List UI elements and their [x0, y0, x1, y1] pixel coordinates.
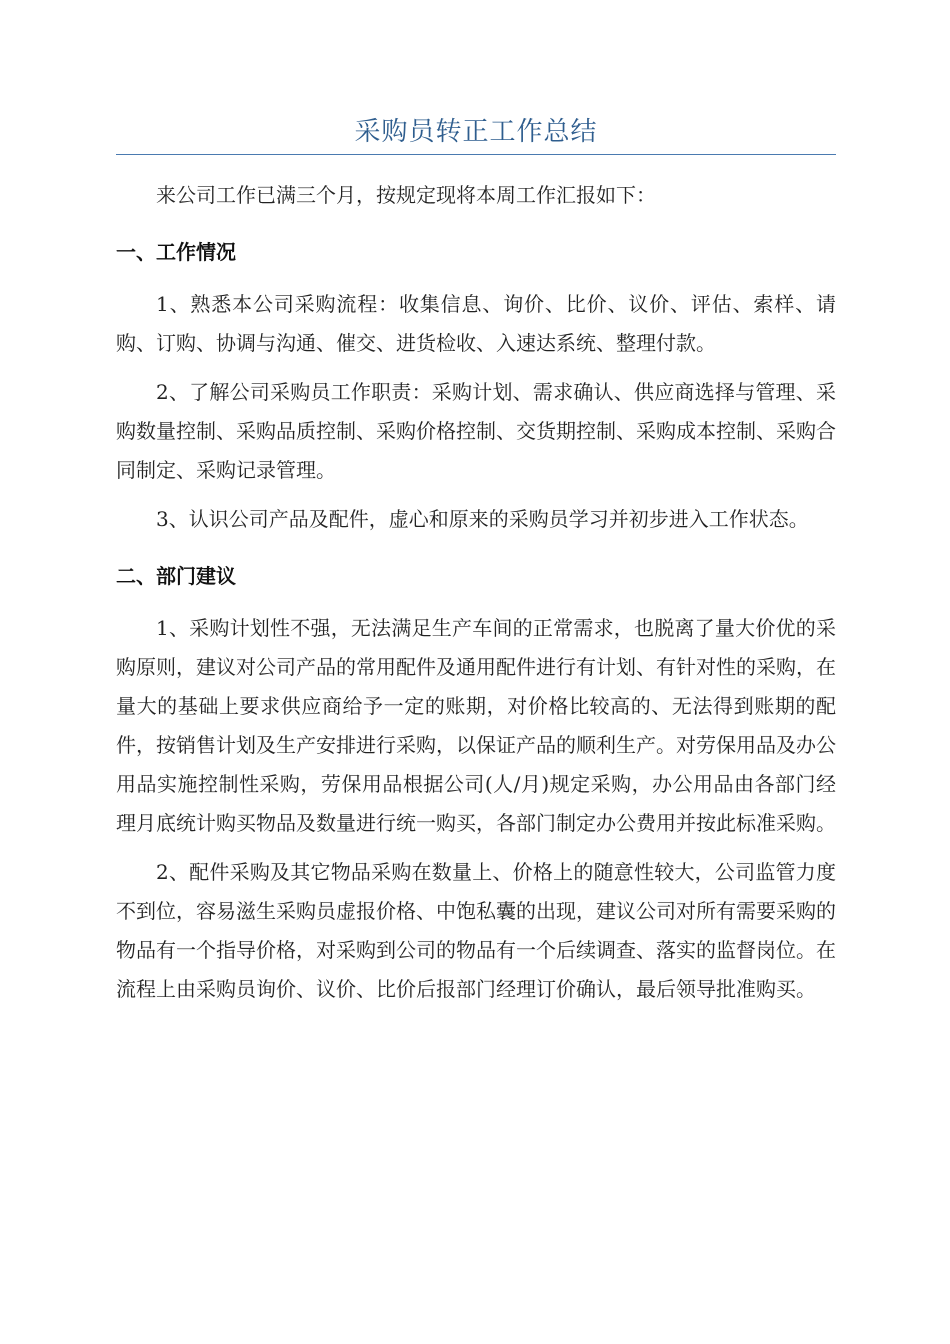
body-paragraph: 1、采购计划性不强，无法满足生产车间的正常需求，也脱离了量大价优的采购原则，建议对公司产品的常用配件及通用配件进行有计划、有针对性的采购，在量大的基础上要求供应商给予一定的账期，对价格比较高的、无法得到账期的配件，按销售计划及生产安排进行采购，以保证产品的顺利生产。对劳保用品及办公用品实施控制性采购，劳保用品根据公司(人/月)规定采购，办公用品由各部门经理月底统计购买物品及数量进行统一购买，各部门制定办公费用并按此标准采购。 — [116, 616, 836, 835]
document-body — [116, 176, 836, 1019]
body-paragraph: 3、认识公司产品及配件，虚心和原来的采购员学习并初步进入工作状态。 — [156, 507, 809, 531]
section-heading: 一、工作情况 — [116, 240, 236, 264]
intro-paragraph: 来公司工作已满三个月，按规定现将本周工作汇报如下： — [156, 183, 656, 207]
section-heading: 二、部门建议 — [116, 564, 236, 588]
title-underline — [116, 154, 836, 155]
body-paragraph: 2、配件采购及其它物品采购在数量上、价格上的随意性较大，公司监管力度不到位，容易滋生采购员虚报价格、中饱私囊的出现，建议公司对所有需要采购的物品有一个指导价格，对采购到公司的物品有一个后续调查、落实的监督岗位。在流程上由采购员询价、议价、比价后报部门经理订价确认，最后领导批准购买。 — [116, 860, 836, 1001]
body-paragraph: 2、了解公司采购员工作职责：采购计划、需求确认、供应商选择与管理、采购数量控制、采购品质控制、采购价格控制、交货期控制、采购成本控制、采购合同制定、采购记录管理。 — [116, 380, 836, 482]
section-department-suggestions — [116, 561, 836, 1009]
section-work-status — [116, 237, 836, 539]
document-title: 采购员转正工作总结 — [354, 117, 598, 147]
body-paragraph: 1、熟悉本公司采购流程：收集信息、询价、比价、议价、评估、索样、请购、订购、协调与沟通、催交、进货检收、入速达系统、整理付款。 — [116, 292, 836, 355]
